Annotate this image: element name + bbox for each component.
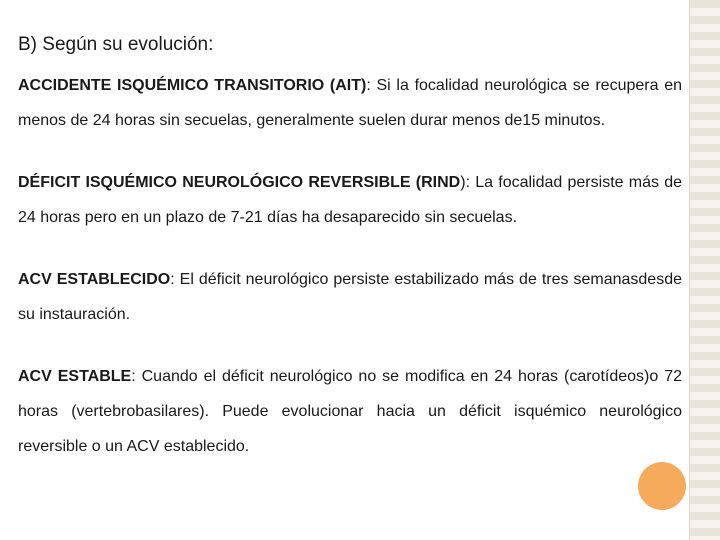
definition-rind xyxy=(18,165,682,235)
text-acv-estable: : Cuando el déficit neurológico no se modifica en 24 horas (carotídeos)o 72 horas (vertebrobasilares). Puede evolucionar hacia un déficit isquémico neurológico reversible o un ACV establecido. xyxy=(18,368,682,455)
definition-acv-estable xyxy=(18,359,682,464)
definition-acv-establecido xyxy=(18,262,682,332)
term-rind: DÉFICIT ISQUÉMICO NEUROLÓGICO REVERSIBLE (RIND xyxy=(18,174,461,191)
decorative-side-border xyxy=(689,0,720,540)
definition-ait xyxy=(18,68,682,138)
definitions-list xyxy=(18,68,682,464)
slide-content xyxy=(18,20,682,530)
term-acv-estable: ACV ESTABLE xyxy=(18,368,132,385)
text-acv-establecido: : El déficit neurológico persiste estabilizado más de tres semanasdesde su instauración. xyxy=(18,271,682,323)
term-ait: ACCIDENTE ISQUÉMICO TRANSITORIO (AIT) xyxy=(18,77,367,94)
text-rind: ): La focalidad persiste más de 24 horas pero en un plazo de 7-21 días ha desaparecido sin secuelas. xyxy=(18,174,682,226)
text-ait: : Si la focalidad neurológica se recupera en menos de 24 horas sin secuelas, generalmente suelen durar menos de15 minutos. xyxy=(18,77,683,129)
slide-heading: B) Según su evolución: xyxy=(18,34,214,55)
term-acv-establecido: ACV ESTABLECIDO xyxy=(18,271,171,288)
